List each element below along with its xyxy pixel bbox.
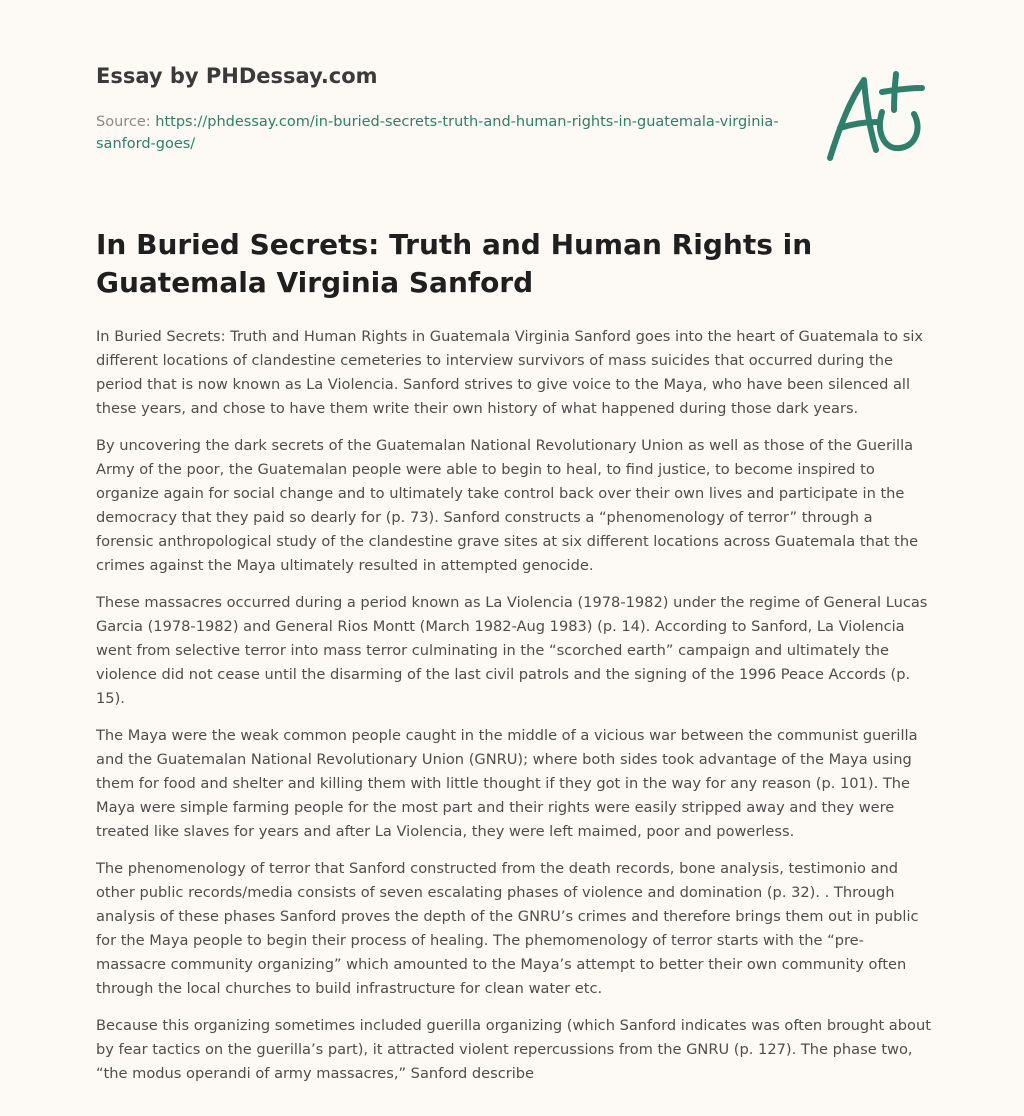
a-plus-logo-icon bbox=[818, 66, 930, 164]
essay-paragraph: In Buried Secrets: Truth and Human Rights in Guatemala Virginia Sanford goes into the heart of Guatemala to six different locations of clandestine cemeteries to interview survivors of mass suicides that occurred during the period that is now known as La Violencia. Sanford strives to give voice to the Maya, who have been silenced all these years, and chose to have them write their own history of what happened during those dark years. bbox=[96, 328, 924, 417]
essay-paragraph: These massacres occurred during a period known as La Violencia (1978-1982) under the regime of General Lucas Garcia (1978-1982) and General Rios Montt (March 1982-Aug 1983) (p. 14). According to Sanford, La Violencia went from selective terror into mass terror culminating in the “scorched earth” campaign and ultimately the violence did not cease until the disarming of the last civil patrols and the signing of the 1996 Peace Accords (p. 15). bbox=[96, 594, 928, 707]
essay-body bbox=[96, 325, 932, 1099]
essay-paragraph: Because this organizing sometimes included guerilla organizing (which Sanford indicates was often brought about by fear tactics on the guerilla’s part), it attracted violent repercussions from the GNRU (p. 127). The phase two, “the modus operandi of army massacres,” Sanford describe bbox=[96, 1017, 931, 1082]
source-label: Source: bbox=[96, 114, 151, 130]
source-link[interactable]: https://phdessay.com/in-buried-secrets-truth-and-human-rights-in-guatemala-virginia-sanford-goes/ bbox=[96, 114, 779, 152]
source-line bbox=[96, 111, 786, 155]
essay-title: In Buried Secrets: Truth and Human Rights in Guatemala Virginia Sanford bbox=[96, 228, 813, 299]
essay-paragraph: The Maya were the weak common people caught in the middle of a vicious war between the communist guerilla and the Guatemalan National Revolutionary Union (GNRU); where both sides took advantage of the Maya using them for food and shelter and killing them with little thought if they got in the way for any reason (p. 101). The Maya were simple farming people for the most part and their rights were easily stripped away and they were treated like slaves for years and after La Violencia, they were left maimed, poor and powerless. bbox=[96, 727, 918, 840]
essay-paragraph: The phenomenology of terror that Sanford constructed from the death records, bone analysis, testimonio and other public records/media consists of seven escalating phases of violence and domination (p. 32). . Through analysis of these phases Sanford proves the depth of the GNRU’s crimes and therefore brings them out in public for the Maya people to begin their process of healing. The phemomenology of terror starts with the “pre-massacre community organizing” which amounted to the Maya’s attempt to better their own community often through the local churches to build infrastructure for clean water etc. bbox=[96, 860, 919, 997]
essay-paragraph: By uncovering the dark secrets of the Guatemalan National Revolutionary Union as well as those of the Guerilla Army of the poor, the Guatemalan people were able to begin to heal, to find justice, to become inspired to organize again for social change and to ultimately take control back over their own lives and participate in the democracy that they paid so dearly for (p. 73). Sanford constructs a “phenomenology of terror” through a forensic anthropological study of the clandestine grave sites at six different locations across Guatemala that the crimes against the Maya ultimately resulted in attempted genocide. bbox=[96, 437, 919, 574]
site-title: Essay by PHDessay.com bbox=[96, 64, 378, 88]
